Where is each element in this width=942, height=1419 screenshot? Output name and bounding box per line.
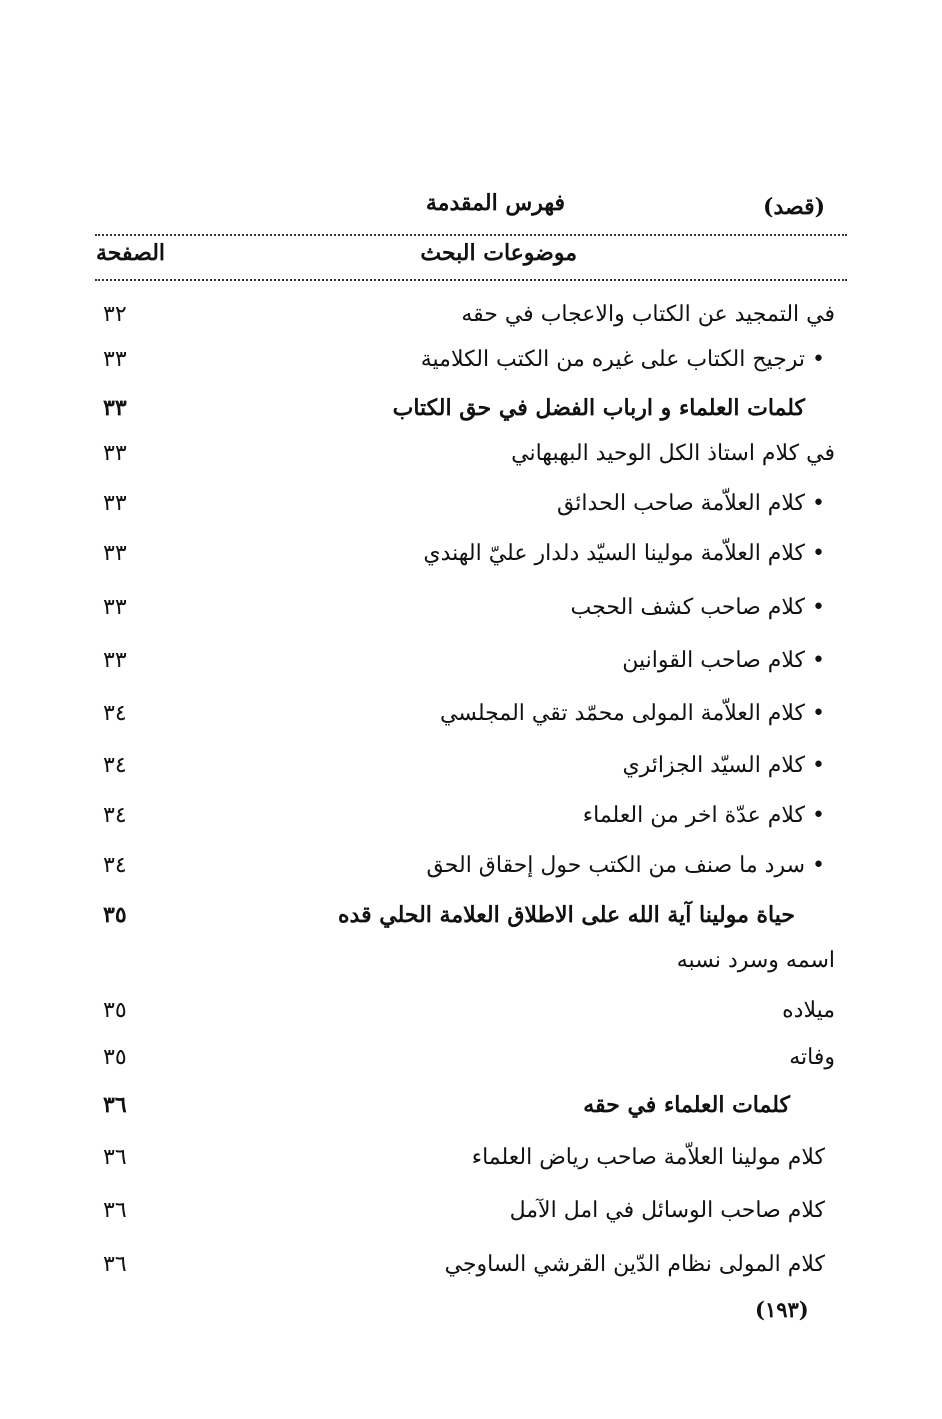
toc-entry-title: كلام مولينا العلاّمة صاحب رياض العلماء <box>471 1145 825 1170</box>
toc-entry-page: ٣٣ <box>103 347 127 372</box>
toc-entry <box>95 853 835 893</box>
toc-entry-title: • ترجيح الكتاب على غيره من الكتب الكلامية <box>420 347 825 372</box>
toc-entry <box>95 948 835 988</box>
toc-section-heading <box>95 395 835 435</box>
toc-entry-page: ٣٥ <box>103 902 127 928</box>
toc-entry-page: ٣٣ <box>103 395 127 421</box>
toc-entry <box>95 595 835 635</box>
column-header-page: الصفحة <box>96 240 166 266</box>
toc-entry <box>95 441 835 481</box>
toc-entry-page: ٣٤ <box>103 753 127 778</box>
toc-entry <box>95 347 835 387</box>
toc-entry-title: • كلام العلاّمة صاحب الحدائق <box>556 491 825 516</box>
toc-entry-title: • كلام العلاّمة المولى محمّد تقي المجلسي <box>439 701 825 726</box>
toc-entry-page: ٣٦ <box>103 1252 127 1277</box>
toc-entry-title: كلام صاحب الوسائل في امل الآمل <box>509 1198 825 1223</box>
toc-section-heading <box>95 902 835 942</box>
toc-entry-page: ٣٥ <box>103 998 127 1023</box>
toc-entry-page: ٣٦ <box>103 1092 127 1118</box>
toc-entry-title: • كلام العلاّمة مولينا السيّد دلدار عليّ الهندي <box>423 541 825 566</box>
toc-entry-title: • كلام صاحب القوانين <box>622 648 825 673</box>
toc-entry-page: ٣٣ <box>103 595 127 620</box>
toc-entry-page: ٣٦ <box>103 1145 127 1170</box>
toc-entry-title: حياة مولينا آية الله على الاطلاق العلامة الحلي قده <box>338 902 795 928</box>
toc-entry-title: في التمجيد عن الكتاب والاعجاب في حقه <box>461 302 835 327</box>
toc-section-heading <box>95 1092 835 1132</box>
toc-entry-title: • سرد ما صنف من الكتب حول إحقاق الحق <box>426 853 825 878</box>
toc-entry-page: ٣٢ <box>103 302 127 327</box>
toc-entry <box>95 701 835 741</box>
toc-entry-page: ٣٦ <box>103 1198 127 1223</box>
toc-entry <box>95 753 835 793</box>
toc-entry-title: كلمات العلماء و ارباب الفضل في حق الكتاب <box>392 395 805 421</box>
page-header <box>95 190 835 230</box>
toc-entry <box>95 491 835 531</box>
header-tag: (قصد) <box>763 194 825 220</box>
toc-entry <box>95 1045 835 1085</box>
toc-entry-page: ٣٣ <box>103 441 127 466</box>
toc-entry-title: وفاته <box>789 1045 835 1070</box>
toc-entry-page: ٣٣ <box>103 491 127 516</box>
toc-entry-page: ٣٤ <box>103 803 127 828</box>
toc-entry-page: ٣٤ <box>103 853 127 878</box>
toc-entry <box>95 803 835 843</box>
toc-entry-title: • كلام عدّة اخر من العلماء <box>582 803 825 828</box>
column-header-topics: موضوعات البحث <box>420 240 577 266</box>
column-header-divider <box>95 279 847 281</box>
toc-entry-title: ميلاده <box>782 998 835 1023</box>
page-title: فهرس المقدمة <box>425 190 565 216</box>
toc-entry-title: كلام المولى نظام الدّين القرشي الساوجي <box>444 1252 825 1277</box>
toc-entry-title: • كلام السيّد الجزائري <box>622 753 825 778</box>
toc-entry <box>95 302 835 342</box>
toc-entry-title: اسمه وسرد نسبه <box>676 948 835 973</box>
toc-entry <box>95 1145 835 1185</box>
toc-entry <box>95 541 835 581</box>
toc-entry-title: كلمات العلماء في حقه <box>583 1092 790 1118</box>
toc-entry-page: ٣٣ <box>103 541 127 566</box>
toc-entry-page: ٣٤ <box>103 701 127 726</box>
toc-entry-title: في كلام استاذ الكل الوحيد البهبهاني <box>511 441 835 466</box>
toc-entry-title: • كلام صاحب كشف الحجب <box>570 595 825 620</box>
toc-entry-page: ٣٥ <box>103 1045 127 1070</box>
toc-entry <box>95 998 835 1038</box>
toc-entry <box>95 648 835 688</box>
page-number: (١٩٣) <box>755 1297 809 1322</box>
toc-entry <box>95 1252 835 1292</box>
toc-entry <box>95 1198 835 1238</box>
toc-entry-page: ٣٣ <box>103 648 127 673</box>
header-divider <box>95 234 847 236</box>
